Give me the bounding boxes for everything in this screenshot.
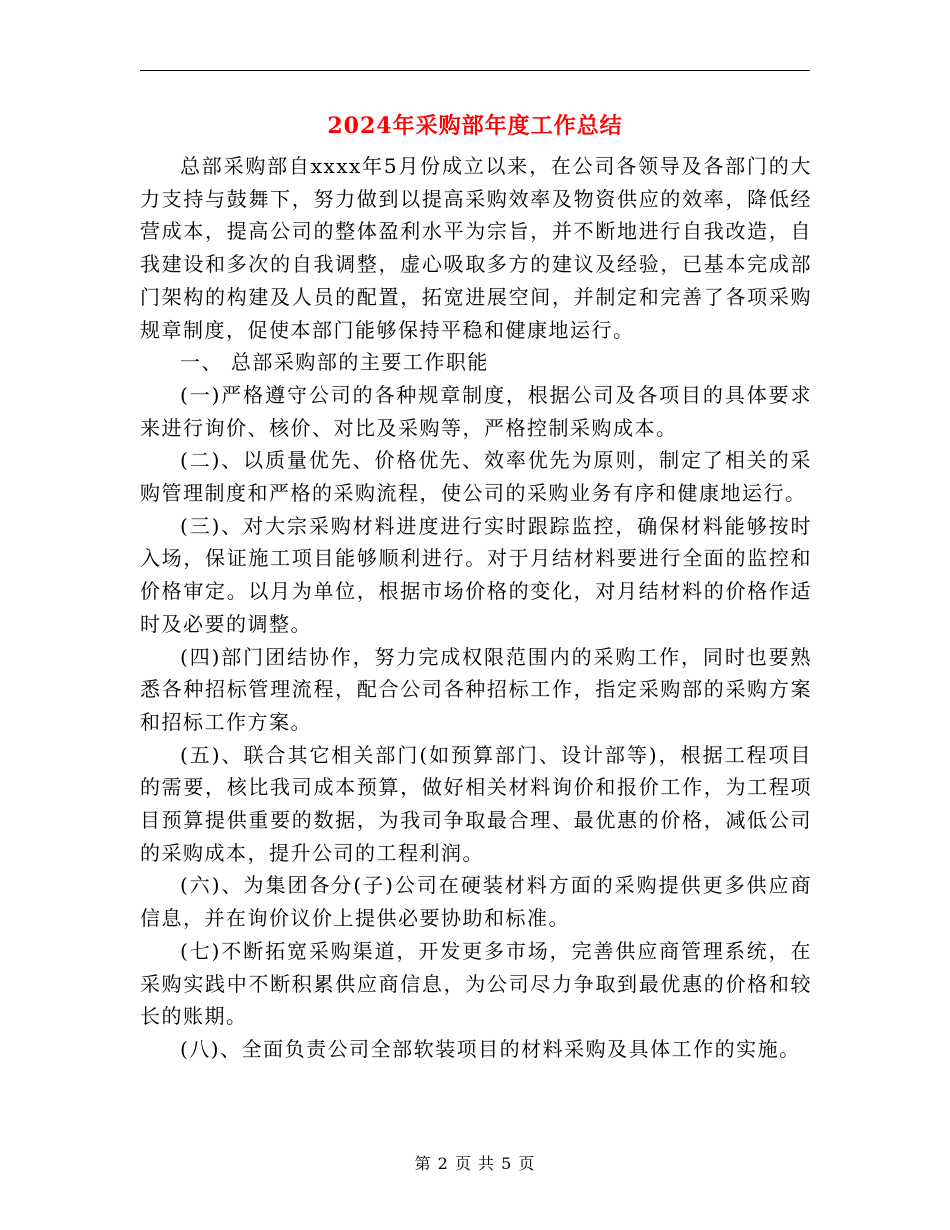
document-body <box>140 150 812 1066</box>
header-rule <box>140 70 810 71</box>
paragraph-item-8: (八)、全面负责公司全部软装项目的材料采购及具体工作的实施。 <box>180 1036 801 1061</box>
paragraph-item-2: (二)、以质量优先、价格优先、效率优先为原则，制定了相关的采购管理制度和严格的采购流程，使公司的采购业务有序和健康地运行。 <box>140 448 812 506</box>
paragraph-item-3: (三)、对大宗采购材料进度进行实时跟踪监控，确保材料能够按时入场，保证施工项目能够顺利进行。对于月结材料要进行全面的监控和价格审定。以月为单位，根据市场价格的变化，对月结材料的价格作适时及必要的调整。 <box>140 513 812 636</box>
document-title: 2024年采购部年度工作总结 <box>327 113 623 139</box>
page-footer: 第 2 页 共 5 页 <box>414 1154 536 1173</box>
paragraph-item-6: (六)、为集团各分(子)公司在硬装材料方面的采购提供更多供应商信息，并在询价议价上提供必要协助和标准。 <box>140 873 812 931</box>
section-heading: 一、 总部采购部的主要工作职能 <box>180 350 489 375</box>
paragraph-item-5: (五)、联合其它相关部门(如预算部门、设计部等)，根据工程项目的需要，核比我司成本预算，做好相关材料询价和报价工作，为工程项目预算提供重要的数据，为我司争取最合理、最优惠的价格，减低公司的采购成本，提升公司的工程利润。 <box>140 742 812 865</box>
paragraph-intro: 总部采购部自xxxx年5月份成立以来，在公司各领导及各部门的大力支持与鼓舞下，努力做到以提高采购效率及物资供应的效率，降低经营成本，提高公司的整体盈利水平为宗旨，并不断地进行自我改造，自我建设和多次的自我调整，虚心吸取多方的建议及经验，已基本完成部门架构的构建及人员的配置，拓宽进展空间，并制定和完善了各项采购规章制度，促使本部门能够保持平稳和健康地运行。 <box>140 154 812 342</box>
paragraph-item-4: (四)部门团结协作，努力完成权限范围内的采购工作，同时也要熟悉各种招标管理流程，配合公司各种招标工作，指定采购部的采购方案和招标工作方案。 <box>140 644 812 734</box>
paragraph-item-7: (七)不断拓宽采购渠道，开发更多市场，完善供应商管理系统，在采购实践中不断积累供应商信息，为公司尽力争取到最优惠的价格和较长的账期。 <box>140 938 812 1029</box>
paragraph-item-1: (一)严格遵守公司的各种规章制度，根据公司及各项目的具体要求来进行询价、核价、对比及采购等，严格控制采购成本。 <box>140 382 812 440</box>
